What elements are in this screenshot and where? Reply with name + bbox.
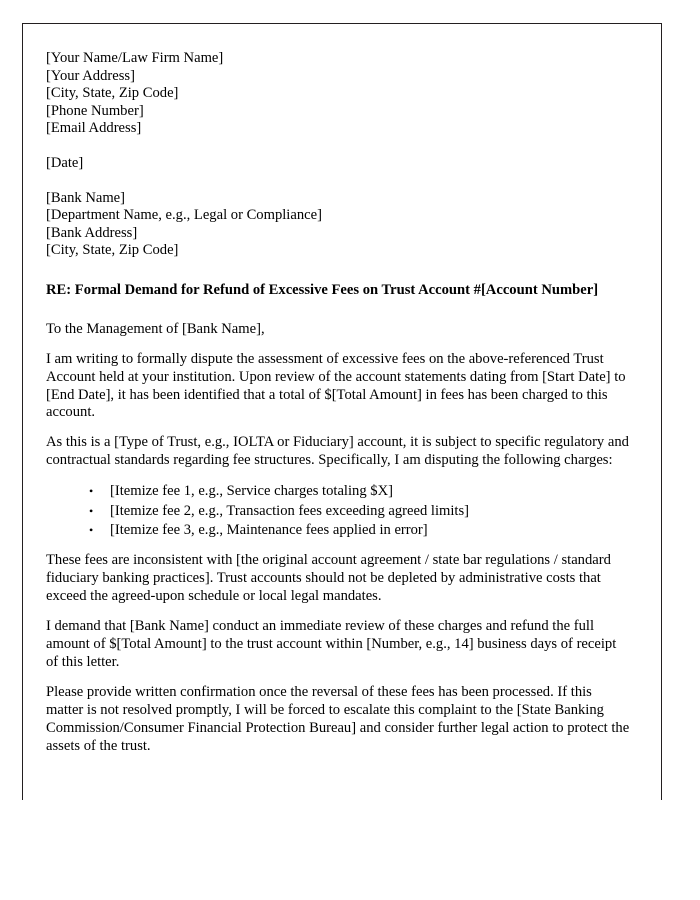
list-item: • [Itemize fee 2, e.g., Transaction fees exceeding agreed limits] (98, 502, 630, 521)
date-line: [Date] (46, 154, 84, 171)
salutation-line: To the Management of [Bank Name], (46, 320, 265, 337)
disputed-fee-list (46, 482, 630, 540)
body-paragraph-3: These fees are inconsistent with [the original account agreement / state bar regulations / standard fiduciary banking practices]. Trust accounts should not be depleted by administrative costs that exceed the agreed-upon schedule or local legal mandates. (46, 552, 611, 605)
recipient-line-address: [Bank Address] (46, 224, 138, 241)
body-paragraph-5: Please provide written confirmation once the reversal of these fees has been processed. If this matter is not resolved promptly, I will be forced to escalate this complaint to the [State Banking Commission/Consumer Financial Protection Bureau] and consider further legal action to protect the assets of the trust. (46, 683, 630, 754)
document-body (23, 24, 661, 755)
sender-line-city-state-zip: [City, State, Zip Code] (46, 85, 179, 102)
recipient-address-block (46, 190, 630, 260)
list-item: • [Itemize fee 3, e.g., Maintenance fees applied in error] (98, 521, 630, 540)
list-item: • [Itemize fee 1, e.g., Service charges totaling $X] (98, 482, 630, 501)
body-paragraph-1: I am writing to formally dispute the assessment of excessive fees on the above-referenced Trust Account held at your institution. Upon review of the account statements dating from [Start Date] to [End Date], it has been identified that a total of $[Total Amount] in fees has been charged to this account. (46, 350, 626, 421)
sender-line-name: [Your Name/Law Firm Name] (46, 50, 224, 66)
sender-line-phone: [Phone Number] (46, 102, 144, 119)
recipient-line-department: [Department Name, e.g., Legal or Compliance] (46, 207, 322, 224)
recipient-line-city-state-zip: [City, State, Zip Code] (46, 242, 179, 259)
subject-line: RE: Formal Demand for Refund of Excessive Fees on Trust Account #[Account Number] (46, 281, 599, 298)
document-page (22, 23, 662, 800)
spacer-after-sender (46, 138, 630, 155)
body-paragraph-4: I demand that [Bank Name] conduct an immediate review of these charges and refund the full amount of $[Total Amount] to the trust account within [Number, e.g., 14] business days of receipt of this letter. (46, 618, 617, 670)
body-paragraph-2: As this is a [Type of Trust, e.g., IOLTA or Fiduciary] account, it is subject to specific regulatory and contractual standards regarding fee structures. Specifically, I am disputing the following charges: (46, 434, 629, 469)
sender-line-address: [Your Address] (46, 67, 135, 84)
sender-address-block (46, 50, 630, 138)
sender-line-email: [Email Address] (46, 120, 142, 137)
recipient-line-bank-name: [Bank Name] (46, 189, 126, 206)
spacer-after-date (46, 173, 630, 190)
